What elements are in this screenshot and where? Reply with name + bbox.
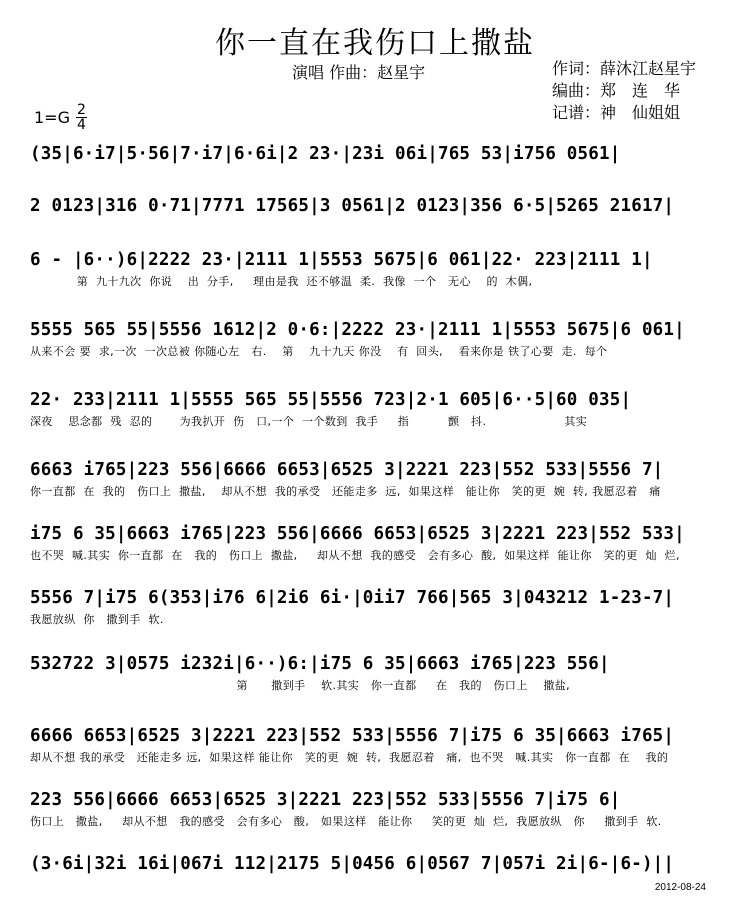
notation-line: 22· 233|2111 1|5555 565 55|5556 723|2·1 605|6··5|60 035|: [30, 390, 632, 410]
notation-line: 532722 3|0575 i232i|6··)6:|i75 6 35|6663 i765|223 556|: [30, 654, 610, 674]
notation-line: 6 - |6··)6|2222 23·|2111 1|5553 5675|6 061|22· 223|2111 1|: [30, 250, 653, 270]
score-system-4: [30, 316, 720, 360]
notation-line: 5555 565 55|5556 1612|2 0·6:|2222 23·|2111 1|5553 5675|6 061|: [30, 320, 685, 340]
score-system-5: [30, 386, 720, 430]
score-system-2: [30, 192, 720, 236]
lyric-line: 深夜 思念都 残 忍的 为我扒开 伤 口,一个 一个数到 我手 指 颤 抖. 其实: [30, 415, 588, 428]
song-title: 你一直在我伤口上撒盐: [215, 26, 535, 61]
lyric-line: 第 九十九次 你说 出 分手, 理由是我 还不够温 柔. 我像 一个 无心 的 木偶,: [30, 275, 533, 288]
arranger: 编曲：郑 连 华: [552, 81, 681, 100]
date-stamp: 2012-08-24: [654, 882, 706, 893]
credits-block: [552, 58, 696, 124]
lyric-line: 从来不会 要 求,一次 一次总被 你随心左 右. 第 九十九天 你没 有 回头, 看来你是 铁了心要 走. 每个: [30, 345, 608, 358]
score-system-6: [30, 456, 720, 500]
lyric-line: 你一直都 在 我的 伤口上 撒盐, 却从不想 我的承受 还能走多 远, 如果这样 能让你 笑的更 婉 转, 我愿忍着 痛: [30, 485, 661, 498]
lyric-line: [30, 168, 720, 184]
lyric-line: 第 撒到手 软.其实 你一直都 在 我的 伤口上 撒盐,: [30, 679, 571, 692]
lyric-line: [30, 220, 720, 236]
key-signature: [34, 103, 87, 132]
score-system-10: [30, 722, 720, 766]
lyric-line: [30, 878, 720, 894]
score-system-3: [30, 246, 720, 290]
lyric-line: 伤口上 撒盐, 却从不想 我的感受 会有多心 酸, 如果这样 能让你 笑的更 灿 烂, 我愿放纵 你 撒到手 软.: [30, 815, 662, 828]
time-denominator: 4: [76, 117, 86, 133]
key-label: 1=G: [34, 108, 70, 127]
notation-line: (3·6i|32i 16i|067i 112|2175 5|0456 6|0567 7|057i 2i|6-|6-)||: [30, 854, 675, 874]
lyric-line: 也不哭 喊.其实 你一直都 在 我的 伤口上 撒盐, 却从不想 我的感受 会有多心 酸, 如果这样 能让你 笑的更 灿 烂,: [30, 549, 680, 562]
performer-composer: 演唱 作曲：赵星宇: [292, 63, 426, 82]
score-system-7: [30, 520, 720, 564]
notation-line: 5556 7|i75 6(353|i76 6|2i6 6i·|0ii7 766|565 3|043212 1-23-7|: [30, 588, 675, 608]
time-signature: [76, 103, 87, 132]
lyric-line: 却从不想 我的承受 还能走多 远, 如果这样 能让你 笑的更 婉 转, 我愿忍着 痛, 也不哭 喊.其实 你一直都 在 我的: [30, 751, 669, 764]
score-system-9: [30, 650, 720, 694]
notation-line: (35|6·i7|5·56|7·i7|6·6i|2 23·|23i 06i|765 53|i756 0561|: [30, 144, 621, 164]
score-system-12: [30, 850, 720, 894]
lyric-line: 我愿放纵 你 撒到手 软.: [30, 613, 164, 626]
notation-line: 6663 i765|223 556|6666 6653|6525 3|2221 223|552 533|5556 7|: [30, 460, 664, 480]
notation-line: i75 6 35|6663 i765|223 556|6666 6653|6525 3|2221 223|552 533|: [30, 524, 685, 544]
score-system-8: [30, 584, 720, 628]
notation-line: 6666 6653|6525 3|2221 223|552 533|5556 7|i75 6 35|6663 i765|: [30, 726, 675, 746]
notation-line: 2 0123|316 0·71|7771 17565|3 0561|2 0123|356 6·5|5265 21617|: [30, 196, 675, 216]
transcriber: 记谱：神 仙姐姐: [552, 103, 681, 122]
score-system-11: [30, 786, 720, 830]
time-numerator: 2: [76, 102, 86, 118]
score-system-1: [30, 140, 720, 184]
notation-line: 223 556|6666 6653|6525 3|2221 223|552 533|5556 7|i75 6|: [30, 790, 621, 810]
lyricist: 作词：薛沐江赵星宇: [552, 59, 697, 78]
